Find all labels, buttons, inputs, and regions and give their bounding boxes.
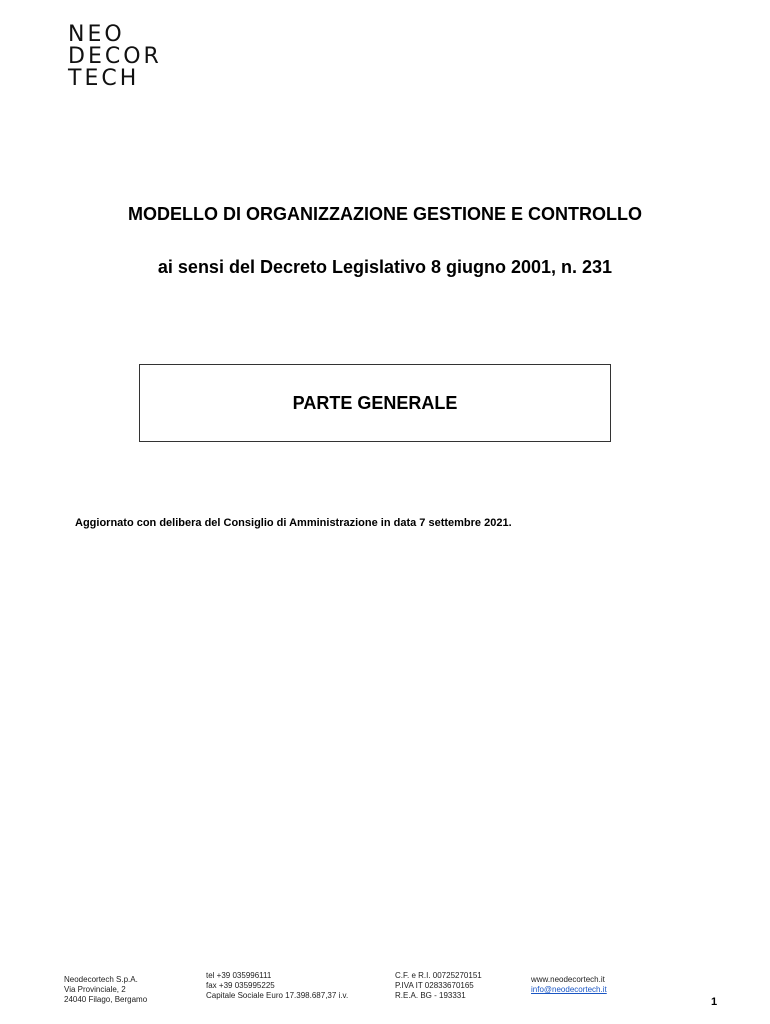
footer-phone: tel +39 035996111	[206, 971, 272, 980]
updated-note: Aggiornato con delibera del Consiglio di Amministrazione in data 7 settembre 2021.	[75, 517, 512, 529]
footer-capital: Capitale Sociale Euro 17.398.687,37 i.v.	[206, 991, 349, 1000]
footer-registry	[395, 971, 482, 1001]
footer-email-link[interactable]: info@neodecortech.it	[531, 985, 607, 994]
logo-line-2: DECOR	[68, 44, 162, 69]
section-box	[139, 364, 611, 442]
footer-web	[531, 975, 607, 995]
footer-rea: R.E.A. BG - 193331	[395, 991, 466, 1000]
footer-tax-code: C.F. e R.I. 00725270151	[395, 971, 482, 980]
footer-website[interactable]: www.neodecortech.it	[531, 975, 605, 984]
footer-contacts	[206, 971, 348, 1001]
company-logo	[68, 24, 162, 90]
footer-company-name: Neodecortech S.p.A.	[64, 975, 138, 984]
footer-company-city: 24040 Filago, Bergamo	[64, 995, 148, 1004]
footer-company-street: Via Provinciale, 2	[64, 985, 126, 994]
logo-line-1: NEO	[68, 22, 125, 47]
document-subtitle: ai sensi del Decreto Legislativo 8 giugno 2001, n. 231	[157, 257, 613, 277]
footer-fax: fax +39 035995225	[206, 981, 275, 990]
footer-vat: P.IVA IT 02833670165	[395, 981, 474, 990]
document-title: MODELLO DI ORGANIZZAZIONE GESTIONE E CONTROLLO	[128, 204, 642, 224]
logo-line-3: TECH	[68, 66, 140, 91]
section-label: PARTE GENERALE	[292, 393, 458, 413]
page-number: 1	[711, 996, 718, 1008]
footer-company	[64, 975, 147, 1005]
